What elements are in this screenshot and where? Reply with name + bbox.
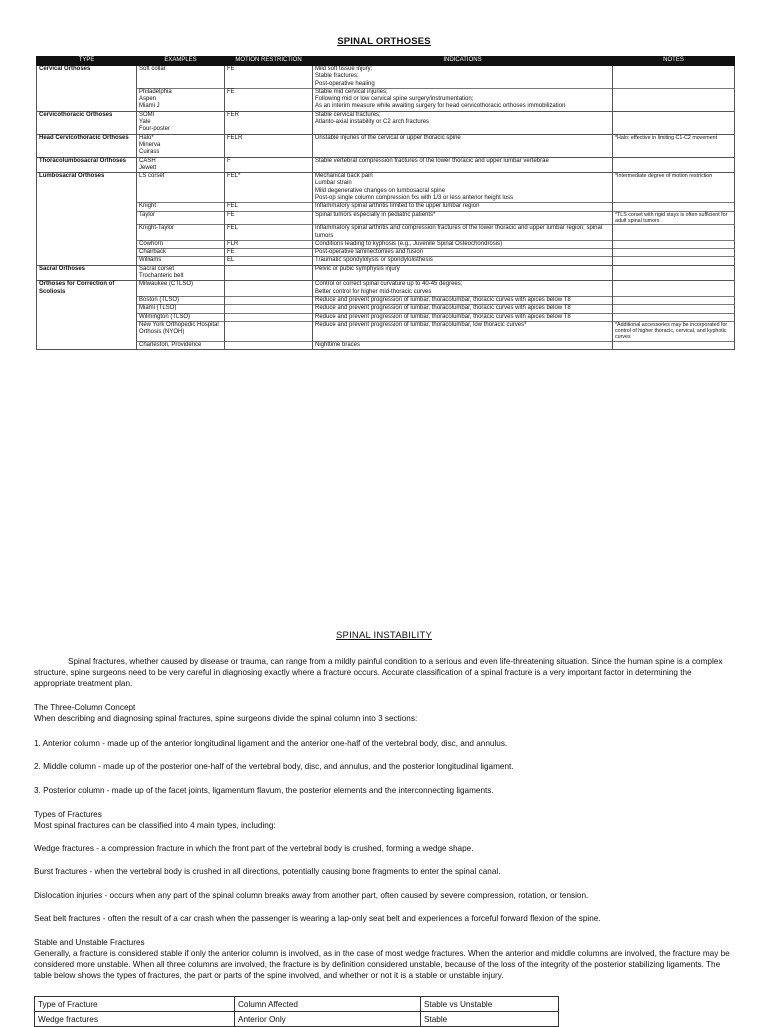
orthoses-row bbox=[37, 341, 735, 349]
orthoses-cell-examples: Miami (TLSO) bbox=[137, 305, 225, 313]
orthoses-cell-type: Cervicothoracic Orthoses bbox=[37, 111, 137, 134]
orthoses-row bbox=[37, 225, 735, 241]
orthoses-cell-type bbox=[37, 296, 137, 304]
orthoses-cell-motion: FLR bbox=[225, 240, 313, 248]
orthoses-cell-examples: Boston (TLSO) bbox=[137, 296, 225, 304]
fracture-header-stability: Stable vs Unstable bbox=[421, 997, 559, 1012]
orthoses-cell-indications: Stable mid cervical injuries; Following mid or low cervical spine surgery/instrumentation; As an interim measure while awaiting surgery for head cervicothoracic orthoses immobilization bbox=[313, 88, 613, 111]
orthoses-cell-indications: Reduce and prevent progression of lumbar, thoracolumbar, thoracic curves with apices below T8 bbox=[313, 305, 613, 313]
col2-text: 2. Middle column - made up of the posterior one-half of the vertebral body, disc, and annulus, and the posterior longitudinal ligament. bbox=[34, 762, 514, 771]
spinal-orthoses-title: SPINAL ORTHOSES bbox=[337, 36, 431, 47]
orthoses-cell-notes bbox=[613, 341, 735, 349]
orthoses-cell-motion: FE bbox=[225, 249, 313, 257]
orthoses-cell-type bbox=[37, 257, 137, 265]
orthoses-cell-indications: Stable vertebral compression fractures of the lower thoracic and upper lumbar vertebrae bbox=[313, 157, 613, 173]
three-column-section bbox=[34, 702, 734, 724]
orthoses-cell-indications: Stable cervical fractures; Atlanto-axial instability or C2 arch fractures bbox=[313, 111, 613, 134]
orthoses-cell-motion bbox=[225, 305, 313, 313]
orthoses-cell-type bbox=[37, 341, 137, 349]
orthoses-cell-indications: Mechanical back pain Lumbar strain Mild degenerative changes on lumbosacral spine Post-op single column compression fxs with 1/3 or less anterior height loss bbox=[313, 173, 613, 203]
orthoses-cell-examples: Chairback bbox=[137, 249, 225, 257]
orthoses-cell-examples: Williams bbox=[137, 257, 225, 265]
orthoses-cell-indications: Unstable injuries of the cervical or upper thoracic spine bbox=[313, 134, 613, 157]
header-indications: INDICATIONS bbox=[313, 57, 613, 66]
orthoses-cell-motion bbox=[225, 281, 313, 297]
col1-text: 1. Anterior column - made up of the anterior longitudinal ligament and the anterior one-half of the vertebral body, disc, and annulus. bbox=[34, 739, 508, 748]
orthoses-cell-notes: *TLS corset with rigid stays is often sufficient for adult spinal tumors bbox=[613, 211, 735, 225]
orthoses-cell-examples: Cowhorn bbox=[137, 240, 225, 248]
orthoses-cell-type bbox=[37, 240, 137, 248]
orthoses-row bbox=[37, 157, 735, 173]
intro-paragraph bbox=[34, 656, 734, 689]
orthoses-cell-notes bbox=[613, 296, 735, 304]
stable-heading: Stable and Unstable Fractures bbox=[34, 938, 145, 947]
seatbelt-text-block bbox=[34, 913, 734, 924]
orthoses-cell-indications: Spinal tumors especially in pediatric patients* bbox=[313, 211, 613, 225]
col3-text: 3. Posterior column - made up of the facet joints, ligamentum flavum, the posterior elements and the interconnecting ligaments. bbox=[34, 786, 494, 795]
orthoses-cell-motion bbox=[225, 265, 313, 281]
orthoses-header-row bbox=[37, 57, 735, 66]
orthoses-cell-notes bbox=[613, 203, 735, 211]
orthoses-cell-notes bbox=[613, 281, 735, 297]
orthoses-cell-motion: FER bbox=[225, 111, 313, 134]
orthoses-cell-motion: FEL bbox=[225, 203, 313, 211]
orthoses-cell-notes bbox=[613, 257, 735, 265]
orthoses-cell-notes: *Intermediate degree of motion restriction bbox=[613, 173, 735, 203]
orthoses-row bbox=[37, 313, 735, 321]
dislocation-text: Dislocation injuries - occurs when any part of the spinal column breaks away from another part, often caused by severe compression, rotation, or tension. bbox=[34, 891, 589, 900]
fracture-types-section bbox=[34, 809, 734, 831]
orthoses-cell-notes: *Additional accessories may be incorporated for control of higher thoracic, cervical, and kyphotic curves bbox=[613, 321, 735, 341]
orthoses-row bbox=[37, 296, 735, 304]
middle-column-text bbox=[34, 761, 734, 772]
header-type: TYPE bbox=[37, 57, 137, 66]
orthoses-cell-indications: Traumatic spondylolysis or spondylolisthesis bbox=[313, 257, 613, 265]
orthoses-cell-notes bbox=[613, 66, 735, 89]
orthoses-cell-motion bbox=[225, 296, 313, 304]
stable-unstable-section bbox=[34, 937, 734, 981]
orthoses-row bbox=[37, 66, 735, 89]
stable-text: Generally, a fracture is considered stable if only the anterior column is involved, as in the case of most wedge fractures. When the anterior and middle columns are involved, the fracture may be considered more unstable. When all three columns are involved, the fracture is by definition considered unstable, because of the loss of the integrity of the posterior stabilizing ligaments. The table below shows the types of fractures, the part or parts of the spine involved, and whether or not it is a stable or unstable injury. bbox=[34, 949, 730, 980]
orthoses-row bbox=[37, 211, 735, 225]
orthoses-cell-examples: Philadelphia Aspen Miami J bbox=[137, 88, 225, 111]
orthoses-cell-examples: Sacral corset Trochanteric belt bbox=[137, 265, 225, 281]
orthoses-cell-examples: Wilmington (TLSO) bbox=[137, 313, 225, 321]
posterior-column-text bbox=[34, 785, 734, 796]
orthoses-cell-indications: Nighttime braces bbox=[313, 341, 613, 349]
orthoses-cell-motion: FE bbox=[225, 211, 313, 225]
orthoses-row bbox=[37, 249, 735, 257]
orthoses-cell-motion: EL bbox=[225, 257, 313, 265]
burst-fracture-text bbox=[34, 866, 734, 877]
orthoses-cell-examples: Taylor bbox=[137, 211, 225, 225]
fracture-types-heading: Types of Fractures bbox=[34, 810, 102, 819]
orthoses-cell-type: Cervical Orthoses bbox=[37, 66, 137, 89]
orthoses-cell-type bbox=[37, 88, 137, 111]
orthoses-row bbox=[37, 134, 735, 157]
orthoses-cell-examples: Charleston, Providence bbox=[137, 341, 225, 349]
orthoses-cell-motion: FE bbox=[225, 66, 313, 89]
orthoses-cell-type bbox=[37, 225, 137, 241]
orthoses-cell-indications: Inflammatory spinal arthritis and compression fractures of the lower thoracic and upper lumbar region; spinal tumors bbox=[313, 225, 613, 241]
orthoses-cell-type bbox=[37, 211, 137, 225]
orthoses-cell-type: Sacral Orthoses bbox=[37, 265, 137, 281]
fracture-stability-table bbox=[34, 996, 559, 1027]
orthoses-cell-motion bbox=[225, 321, 313, 341]
orthoses-cell-notes bbox=[613, 225, 735, 241]
orthoses-row bbox=[37, 265, 735, 281]
orthoses-row bbox=[37, 321, 735, 341]
orthoses-cell-examples: Milwaukee (CTLSO) bbox=[137, 281, 225, 297]
dislocation-text-block bbox=[34, 890, 734, 901]
orthoses-cell-notes bbox=[613, 240, 735, 248]
anterior-column-text bbox=[34, 738, 734, 749]
orthoses-cell-motion: FE bbox=[225, 88, 313, 111]
orthoses-cell-motion: FEL bbox=[225, 225, 313, 241]
orthoses-cell-notes bbox=[613, 313, 735, 321]
three-column-heading: The Three-Column Concept bbox=[34, 703, 136, 712]
spinal-orthoses-table bbox=[36, 56, 735, 350]
orthoses-cell-examples: Knight bbox=[137, 203, 225, 211]
orthoses-row bbox=[37, 257, 735, 265]
header-motion: MOTION RESTRICTION bbox=[225, 57, 313, 66]
fracture-cell-type: Wedge fractures bbox=[35, 1012, 235, 1027]
three-column-text: When describing and diagnosing spinal fractures, spine surgeons divide the spinal column into 3 sections: bbox=[34, 714, 418, 723]
orthoses-cell-notes bbox=[613, 157, 735, 173]
orthoses-cell-indications: Reduce and prevent progression of lumbar, thoracolumbar, low thoracic curves* bbox=[313, 321, 613, 341]
fracture-header-column: Column Affected bbox=[235, 997, 421, 1012]
orthoses-row bbox=[37, 111, 735, 134]
fracture-types-text: Most spinal fractures can be classified into 4 main types, including: bbox=[34, 821, 276, 830]
orthoses-cell-type: Head Cervicothoracic Orthoses bbox=[37, 134, 137, 157]
orthoses-cell-type: Thoracolumbosacral Orthoses bbox=[37, 157, 137, 173]
header-examples: EXAMPLES bbox=[137, 57, 225, 66]
intro-text: Spinal fractures, whether caused by disease or trauma, can range from a mildly painful condition to a serious and even life-threatening situation. Since the human spine is a complex structure, spine surgeons need to be very careful in diagnosing exactly where a fracture occurs. Accurate classification of a spinal fracture is a very important factor in determining the appropriate treatment plan. bbox=[34, 657, 723, 688]
orthoses-cell-indications: Pelvic or pubic symphysis injury bbox=[313, 265, 613, 281]
orthoses-cell-type bbox=[37, 321, 137, 341]
orthoses-cell-examples: New York Orthopedic Hospital Orthosis (NYOH) bbox=[137, 321, 225, 341]
orthoses-cell-examples: LS corset bbox=[137, 173, 225, 203]
fracture-header-type: Type of Fracture bbox=[35, 997, 235, 1012]
fracture-table-header bbox=[35, 997, 559, 1012]
wedge-text: Wedge fractures - a compression fracture in which the front part of the vertebral body is crushed, forming a wedge shape. bbox=[34, 844, 474, 853]
orthoses-cell-examples: Halo* Minerva Cuirass bbox=[137, 134, 225, 157]
orthoses-row bbox=[37, 281, 735, 297]
orthoses-cell-examples: Soft collar bbox=[137, 66, 225, 89]
orthoses-cell-type: Lumbosacral Orthoses bbox=[37, 173, 137, 203]
orthoses-cell-notes bbox=[613, 88, 735, 111]
header-notes: NOTES bbox=[613, 57, 735, 66]
orthoses-row bbox=[37, 203, 735, 211]
orthoses-cell-type bbox=[37, 203, 137, 211]
orthoses-cell-indications: Mild soft tissue injury; Stable fractures; Post-operative healing bbox=[313, 66, 613, 89]
orthoses-cell-indications: Post-operative laminectomies and fusion bbox=[313, 249, 613, 257]
orthoses-cell-type bbox=[37, 305, 137, 313]
seatbelt-text: Seat belt fractures - often the result of a car crash when the passenger is wearing a lap-only seat belt and experiences a forceful forward flexion of the spine. bbox=[34, 914, 601, 923]
orthoses-cell-indications: Inflammatory spinal arthritis limited to the upper lumbar region bbox=[313, 203, 613, 211]
orthoses-cell-indications: Reduce and prevent progression of lumbar, thoracolumbar, thoracic curves with apices below T8 bbox=[313, 296, 613, 304]
orthoses-cell-motion: FEL* bbox=[225, 173, 313, 203]
orthoses-cell-indications: Reduce and prevent progression of lumbar, thoracolumbar, thoracic curves with apices below T8 bbox=[313, 313, 613, 321]
fracture-cell-column: Anterior Only bbox=[235, 1012, 421, 1027]
orthoses-cell-motion bbox=[225, 313, 313, 321]
fracture-cell-stability: Stable bbox=[421, 1012, 559, 1027]
orthoses-cell-examples: Knight-Taylor bbox=[137, 225, 225, 241]
fracture-table-row bbox=[35, 1012, 559, 1027]
orthoses-cell-motion: FELR bbox=[225, 134, 313, 157]
orthoses-cell-notes bbox=[613, 111, 735, 134]
orthoses-cell-notes bbox=[613, 305, 735, 313]
spinal-instability-title: SPINAL INSTABILITY bbox=[336, 630, 432, 641]
orthoses-row bbox=[37, 88, 735, 111]
orthoses-cell-examples: SOMI Yale Four-poster bbox=[137, 111, 225, 134]
orthoses-row bbox=[37, 240, 735, 248]
orthoses-cell-notes bbox=[613, 265, 735, 281]
orthoses-cell-examples: CASH Jewett bbox=[137, 157, 225, 173]
orthoses-cell-indications: Control or correct spinal curvature up to 40-45 degrees; Better control for higher mid-thoracic curves bbox=[313, 281, 613, 297]
orthoses-row bbox=[37, 173, 735, 203]
orthoses-cell-notes: *Halo: effective in limiting C1-C2 movement bbox=[613, 134, 735, 157]
orthoses-row bbox=[37, 305, 735, 313]
orthoses-cell-motion: F bbox=[225, 157, 313, 173]
orthoses-cell-motion bbox=[225, 341, 313, 349]
wedge-fracture-text bbox=[34, 843, 734, 854]
orthoses-cell-type bbox=[37, 313, 137, 321]
orthoses-cell-notes bbox=[613, 249, 735, 257]
orthoses-cell-type: Orthoses for Correction of Scoliosis bbox=[37, 281, 137, 297]
orthoses-cell-type bbox=[37, 249, 137, 257]
orthoses-cell-indications: Conditions leading to kyphosis (e.g., Juvenile Spinal Osteochondrosis) bbox=[313, 240, 613, 248]
burst-text: Burst fractures - when the vertebral body is crushed in all directions, potentially causing bone fragments to enter the spinal canal. bbox=[34, 867, 501, 876]
